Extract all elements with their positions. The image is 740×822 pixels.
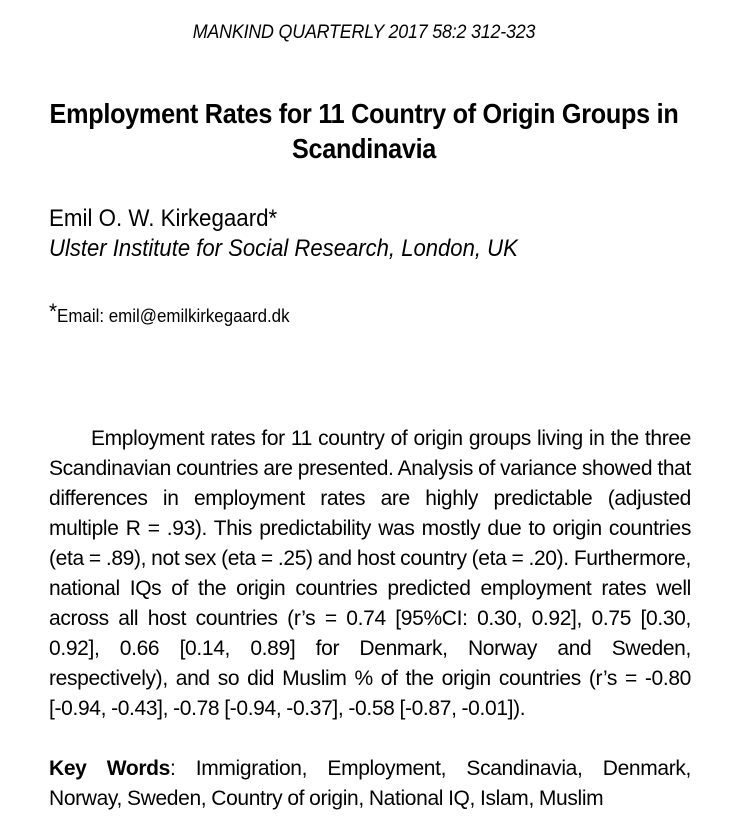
contact-email [49, 300, 290, 328]
keywords-separator: : [169, 757, 196, 780]
abstract-paragraph: Employment rates for 11 country of origin groups living in the three Scandinavian countries are presented. Analysis of variance showed that differences in employment rates are highly predictable (adjusted multiple R = .93). This predictability was mostly due to origin countries (eta = .89), not sex (eta = .25) and host country (eta = .20). Furthermore, national IQs of the origin countries predicted employment rates well across all host countries (r’s = 0.74 [95%CI: 0.30, 0.92], 0.75 [0.30, 0.92], 0.66 [0.14, 0.89] for Denmark, Norway and Sweden, respectively), and so did Muslim % of the origin countries (r’s = -0.80 [-0.94, -0.43], -0.78 [-0.94, -0.37], -0.58 [-0.87, -0.01]). [49, 427, 691, 720]
keywords-paragraph [49, 754, 691, 814]
footnote-marker: * [49, 299, 58, 324]
author-name: Emil O. W. Kirkegaard* [49, 205, 278, 232]
journal-header: MANKIND QUARTERLY 2017 58:2 312-323 [192, 22, 536, 43]
keywords-list: Immigration, Employment, Scandinavia, Denmark, Norway, Sweden, Country of origin, National IQ, Islam, Muslim [49, 757, 691, 810]
email-text: Email: emil@emilkirkegaard.dk [57, 306, 290, 326]
keywords-label: Key Words [49, 757, 170, 780]
author-affiliation: Ulster Institute for Social Research, London, UK [49, 235, 518, 262]
paper-title: Employment Rates for 11 Country of Origin Groups in Scandinavia [49, 98, 679, 164]
